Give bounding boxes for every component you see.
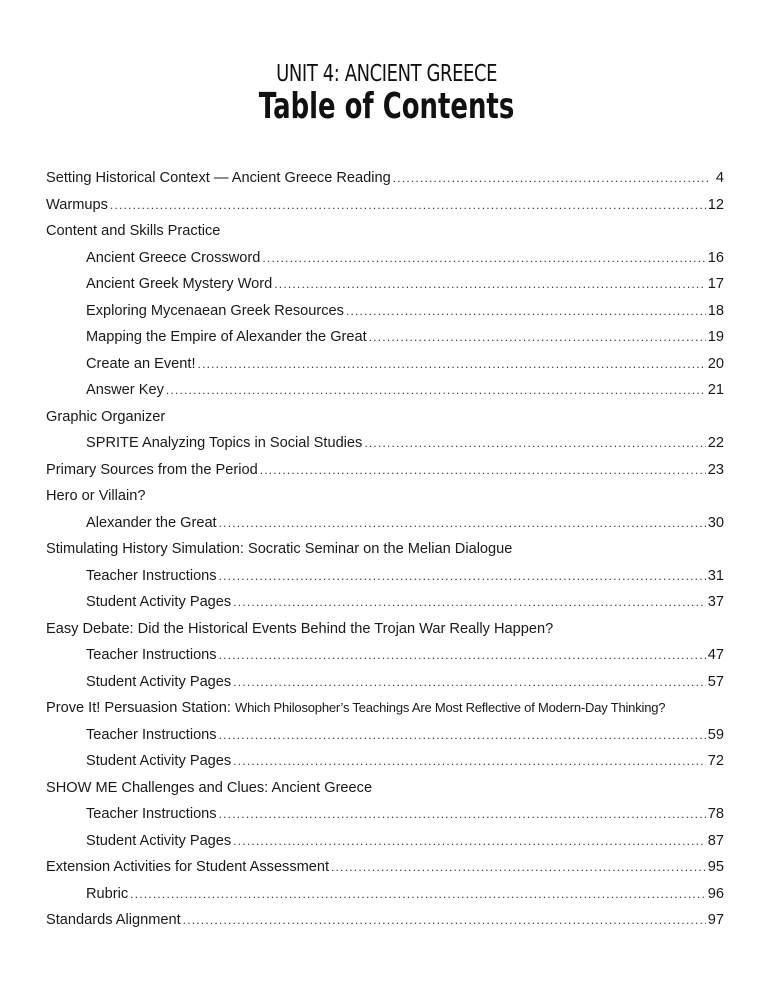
toc-entry-label bbox=[46, 462, 258, 478]
toc-entry-label bbox=[86, 753, 231, 769]
page-number: 17 bbox=[707, 276, 724, 292]
toc-entry-title: Answer Key bbox=[86, 382, 164, 398]
dot-leader bbox=[233, 754, 706, 768]
toc-entry-title: Stimulating History Simulation: Socratic Seminar on the Melian Dialogue bbox=[46, 541, 513, 557]
dot-leader bbox=[369, 330, 706, 344]
page-number: 87 bbox=[707, 832, 724, 849]
toc-entry-label bbox=[86, 329, 367, 345]
toc-subentry[interactable] bbox=[46, 594, 724, 621]
dot-leader bbox=[130, 887, 706, 901]
toc-entry-label bbox=[86, 674, 231, 690]
toc-entry-label bbox=[46, 621, 553, 637]
toc-entry-label bbox=[86, 647, 217, 663]
toc-entry-label bbox=[46, 700, 665, 716]
toc-entry-title: Create an Event! bbox=[86, 355, 196, 372]
toc-entry[interactable] bbox=[46, 409, 724, 436]
page-header bbox=[0, 60, 773, 126]
toc-entry-label bbox=[86, 568, 217, 584]
dot-leader bbox=[198, 357, 706, 371]
toc-entry-title: Exploring Mycenaean Greek Resources bbox=[86, 302, 344, 319]
toc-subentry[interactable] bbox=[46, 727, 724, 754]
page-number: 37 bbox=[707, 594, 724, 610]
toc-entry-label bbox=[46, 170, 391, 186]
toc-entry-title: Mapping the Empire of Alexander the Great bbox=[86, 329, 367, 345]
toc-entry-title: Hero or Villain? bbox=[46, 488, 146, 504]
dot-leader bbox=[183, 913, 706, 927]
toc-entry-title: Teacher Instructions bbox=[86, 726, 217, 743]
toc-entry-title: Teacher Instructions bbox=[86, 647, 217, 663]
page-number: 22 bbox=[707, 435, 724, 451]
page-number: 59 bbox=[707, 726, 724, 743]
toc-entry[interactable] bbox=[46, 621, 724, 648]
toc-entry-title: Prove It! Persuasion Station: bbox=[46, 700, 231, 716]
toc-subentry[interactable] bbox=[46, 647, 724, 674]
toc-entry-label bbox=[46, 912, 181, 928]
dot-leader bbox=[260, 463, 706, 477]
toc-entry-subtitle: Which Philosopher’s Teachings Are Most Reflective of Modern-Day Thinking? bbox=[235, 700, 666, 715]
dot-leader bbox=[262, 251, 705, 265]
toc-entry-label bbox=[86, 250, 260, 266]
page-number: 20 bbox=[707, 355, 724, 372]
toc-entry[interactable] bbox=[46, 912, 724, 939]
page-title: Table of Contents bbox=[258, 86, 515, 127]
page-number: 95 bbox=[707, 859, 724, 875]
page-number: 23 bbox=[707, 461, 724, 478]
page-number: 19 bbox=[707, 329, 724, 345]
toc-entry-title: Student Activity Pages bbox=[86, 594, 232, 610]
toc-entry-title: Ancient Greek Mystery Word bbox=[86, 276, 273, 292]
toc-entry-title: SPRITE Analyzing Topics in Social Studies bbox=[86, 435, 363, 451]
page-number: 18 bbox=[707, 302, 724, 319]
dot-leader bbox=[346, 304, 706, 318]
toc-subentry[interactable] bbox=[46, 674, 724, 701]
dot-leader bbox=[233, 675, 706, 689]
toc-entry-title: SHOW ME Challenges and Clues: Ancient Greece bbox=[46, 779, 373, 796]
table-of-contents bbox=[46, 170, 724, 939]
toc-entry-label bbox=[46, 197, 108, 213]
toc-entry[interactable] bbox=[46, 700, 724, 727]
page-number: 47 bbox=[707, 647, 724, 663]
page-number: 16 bbox=[707, 249, 724, 266]
toc-subentry[interactable] bbox=[46, 329, 724, 356]
toc-subentry[interactable] bbox=[46, 568, 724, 595]
toc-entry-label bbox=[86, 303, 344, 319]
toc-entry-title: Ancient Greece Crossword bbox=[86, 249, 261, 266]
unit-title: UNIT 4: ANCIENT GREECE bbox=[276, 61, 497, 87]
page-number: 12 bbox=[707, 196, 724, 213]
toc-entry-label bbox=[46, 780, 372, 796]
dot-leader bbox=[233, 834, 706, 848]
dot-leader bbox=[110, 198, 706, 212]
toc-entry-title: Student Activity Pages bbox=[86, 673, 232, 690]
toc-entry-label bbox=[86, 833, 231, 849]
dot-leader bbox=[331, 860, 706, 874]
toc-subentry[interactable] bbox=[46, 250, 724, 277]
toc-entry-title: Primary Sources from the Period bbox=[46, 461, 258, 478]
page-number: 57 bbox=[707, 673, 724, 690]
toc-entry[interactable] bbox=[46, 541, 724, 568]
dot-leader bbox=[219, 807, 706, 821]
toc-entry[interactable] bbox=[46, 170, 724, 197]
toc-entry-label bbox=[46, 541, 512, 557]
page-number: 78 bbox=[707, 806, 724, 822]
dot-leader bbox=[233, 595, 706, 609]
toc-entry-title: Setting Historical Context — Ancient Greece Reading bbox=[46, 170, 391, 186]
toc-subentry[interactable] bbox=[46, 276, 724, 303]
toc-entry[interactable] bbox=[46, 197, 724, 224]
dot-leader bbox=[219, 516, 706, 530]
toc-entry-label bbox=[86, 886, 128, 902]
toc-entry-title: Content and Skills Practice bbox=[46, 223, 221, 239]
dot-leader bbox=[219, 648, 706, 662]
toc-subentry[interactable] bbox=[46, 356, 724, 383]
toc-subentry[interactable] bbox=[46, 382, 724, 409]
toc-subentry[interactable] bbox=[46, 435, 724, 462]
toc-entry-label bbox=[46, 409, 165, 425]
toc-entry-title: Standards Alignment bbox=[46, 912, 181, 928]
toc-subentry[interactable] bbox=[46, 806, 724, 833]
dot-leader bbox=[364, 436, 705, 450]
toc-entry-title: Rubric bbox=[86, 885, 129, 902]
toc-entry-title: Alexander the Great bbox=[86, 514, 217, 531]
page-number: 97 bbox=[707, 912, 724, 928]
toc-entry-label bbox=[86, 276, 272, 292]
toc-entry-title: Extension Activities for Student Assessment bbox=[46, 859, 330, 875]
toc-subentry[interactable] bbox=[46, 515, 724, 542]
toc-subentry[interactable] bbox=[46, 886, 724, 913]
toc-entry-title: Easy Debate: Did the Historical Events Behind the Trojan War Really Happen? bbox=[46, 620, 554, 637]
toc-entry-title: Graphic Organizer bbox=[46, 408, 166, 425]
toc-entry[interactable] bbox=[46, 223, 724, 250]
toc-entry[interactable] bbox=[46, 462, 724, 489]
toc-entry-label bbox=[86, 727, 217, 743]
dot-leader bbox=[274, 277, 706, 291]
page-number: 72 bbox=[707, 753, 724, 769]
page-number: 30 bbox=[707, 514, 724, 531]
toc-subentry[interactable] bbox=[46, 753, 724, 780]
toc-entry-title: Student Activity Pages bbox=[86, 753, 232, 769]
toc-subentry[interactable] bbox=[46, 303, 724, 330]
toc-entry[interactable] bbox=[46, 859, 724, 886]
toc-entry-label bbox=[46, 488, 146, 504]
page-number: 21 bbox=[707, 382, 724, 398]
toc-entry-label bbox=[86, 382, 164, 398]
toc-entry-label bbox=[46, 223, 220, 239]
toc-entry-label bbox=[86, 806, 217, 822]
dot-leader bbox=[166, 383, 706, 397]
toc-entry-title: Teacher Instructions bbox=[86, 806, 217, 822]
toc-entry-label bbox=[46, 859, 329, 875]
toc-entry[interactable] bbox=[46, 488, 724, 515]
toc-entry-title: Student Activity Pages bbox=[86, 832, 232, 849]
dot-leader bbox=[219, 728, 706, 742]
page-number: 96 bbox=[707, 885, 724, 902]
toc-entry[interactable] bbox=[46, 780, 724, 807]
page-number: 4 bbox=[715, 170, 724, 186]
toc-entry-label bbox=[86, 594, 231, 610]
toc-entry-label bbox=[86, 515, 217, 531]
toc-entry-label bbox=[86, 356, 196, 372]
toc-entry-title: Warmups bbox=[46, 196, 108, 213]
toc-subentry[interactable] bbox=[46, 833, 724, 860]
dot-leader bbox=[393, 171, 708, 185]
page-number: 31 bbox=[707, 567, 724, 584]
toc-entry-label bbox=[86, 435, 362, 451]
dot-leader bbox=[219, 569, 706, 583]
toc-entry-title: Teacher Instructions bbox=[86, 567, 217, 584]
